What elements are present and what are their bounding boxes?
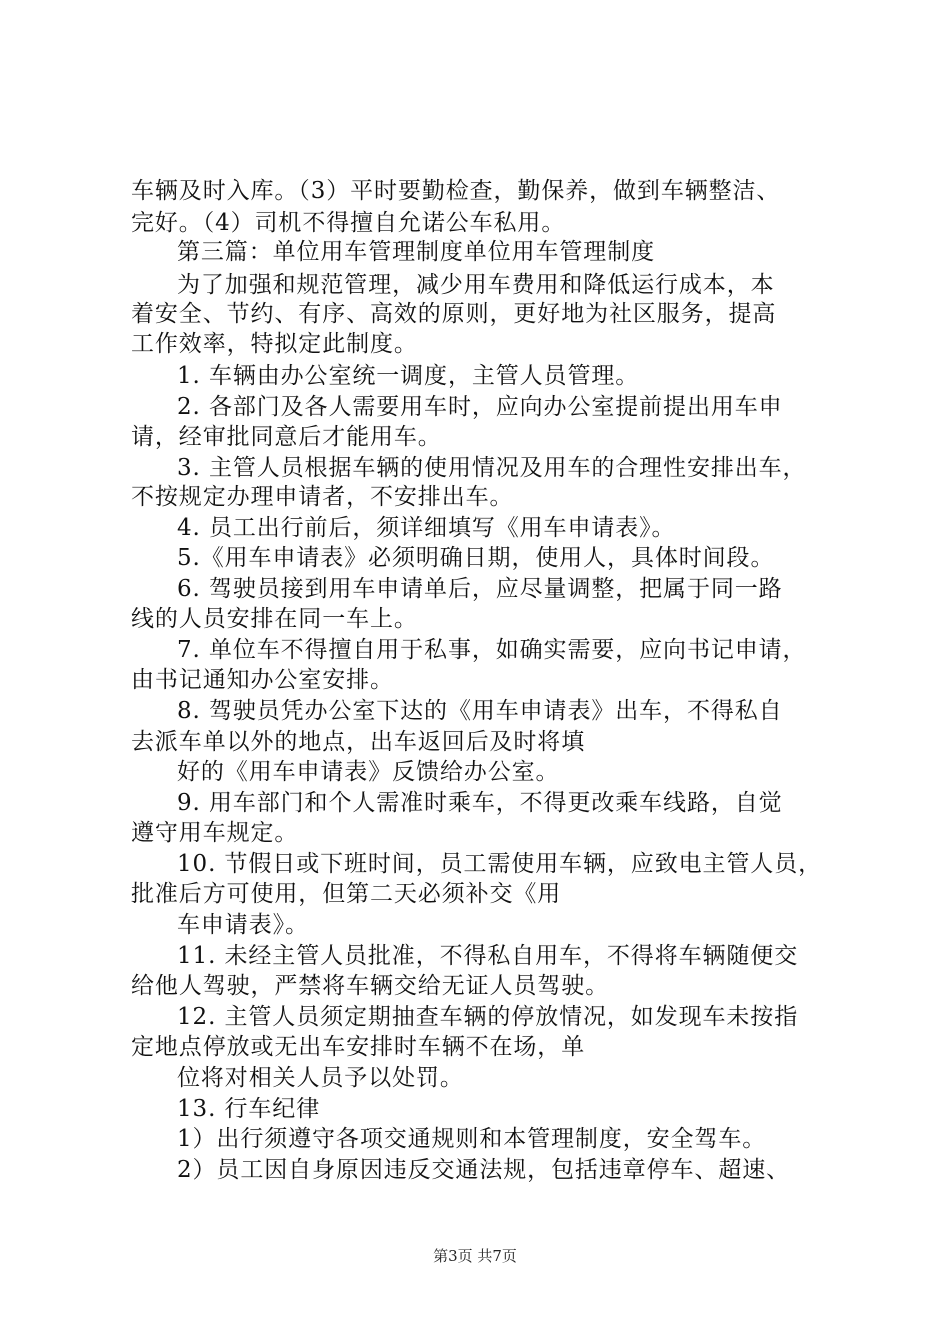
list-item: 1）出行须遵守各项交通规则和本管理制度，安全驾车。: [177, 1126, 767, 1152]
list-item: 3. 主管人员根据车辆的使用情况及用车的合理性安排出车，: [177, 455, 807, 481]
list-item: 7. 单位车不得擅自用于私事，如确实需要，应向书记申请，: [177, 637, 807, 663]
list-item: 11. 未经主管人员批准，不得私自用车，不得将车辆随便交: [177, 943, 799, 969]
list-item: 4. 员工出行前后，须详细填写《用车申请表》。: [177, 515, 676, 541]
text-line: 位将对相关人员予以处罚。: [177, 1065, 464, 1091]
text-line: 请，经审批同意后才能用车。: [131, 424, 442, 450]
text-line: 由书记通知办公室安排。: [131, 667, 394, 693]
text-line: 批准后方可使用，但第二天必须补交《用: [131, 881, 562, 907]
text-line: 线的人员安排在同一车上。: [131, 606, 418, 632]
text-line: 车申请表》。: [177, 912, 309, 938]
list-item: 13. 行车纪律: [177, 1096, 321, 1122]
list-item: 6. 驾驶员接到用车申请单后，应尽量调整，把属于同一路: [177, 576, 783, 602]
list-item: 9. 用车部门和个人需准时乘车，不得更改乘车线路，自觉: [177, 790, 783, 816]
text-line: 定地点停放或无出车安排时车辆不在场，单: [131, 1034, 586, 1060]
page-number: 第3页 共7页: [433, 1247, 517, 1265]
text-line: 完好。（4）司机不得擅自允诺公车私用。: [131, 210, 566, 236]
list-item: 12. 主管人员须定期抽查车辆的停放情况，如发现车未按指: [177, 1004, 799, 1030]
list-item: 2）员工因自身原因违反交通法规，包括违章停车、超速、: [177, 1157, 791, 1183]
text-line: 去派车单以外的地点，出车返回后及时将填: [131, 729, 586, 755]
text-line: 遵守用车规定。: [131, 820, 299, 846]
text-line: 好的《用车申请表》反馈给办公室。: [177, 759, 560, 785]
text-line: 不按规定办理申请者，不安排出车。: [131, 484, 514, 510]
text-line: 工作效率，特拟定此制度。: [131, 331, 418, 357]
text-line: 着安全、节约、有序、高效的原则，更好地为社区服务，提高: [131, 301, 777, 327]
text-line: 车辆及时入库。（3）平时要勤检查，勤保养，做到车辆整洁、: [131, 178, 781, 204]
text-line: 为了加强和规范管理，减少用车费用和降低运行成本，本: [177, 272, 775, 298]
text-line: 给他人驾驶，严禁将车辆交给无证人员驾驶。: [131, 973, 609, 999]
list-item: 2. 各部门及各人需要用车时，应向办公室提前提出用车申: [177, 394, 783, 420]
list-item: 1. 车辆由办公室统一调度，主管人员管理。: [177, 363, 640, 389]
list-item: 10. 节假日或下班时间，员工需使用车辆，应致电主管人员，: [177, 851, 822, 877]
section-heading: 第三篇：单位用车管理制度单位用车管理制度: [177, 239, 655, 265]
list-item: 8. 驾驶员凭办公室下达的《用车申请表》出车，不得私自: [177, 698, 783, 724]
list-item: 5.《用车申请表》必须明确日期，使用人，具体时间段。: [177, 545, 775, 571]
